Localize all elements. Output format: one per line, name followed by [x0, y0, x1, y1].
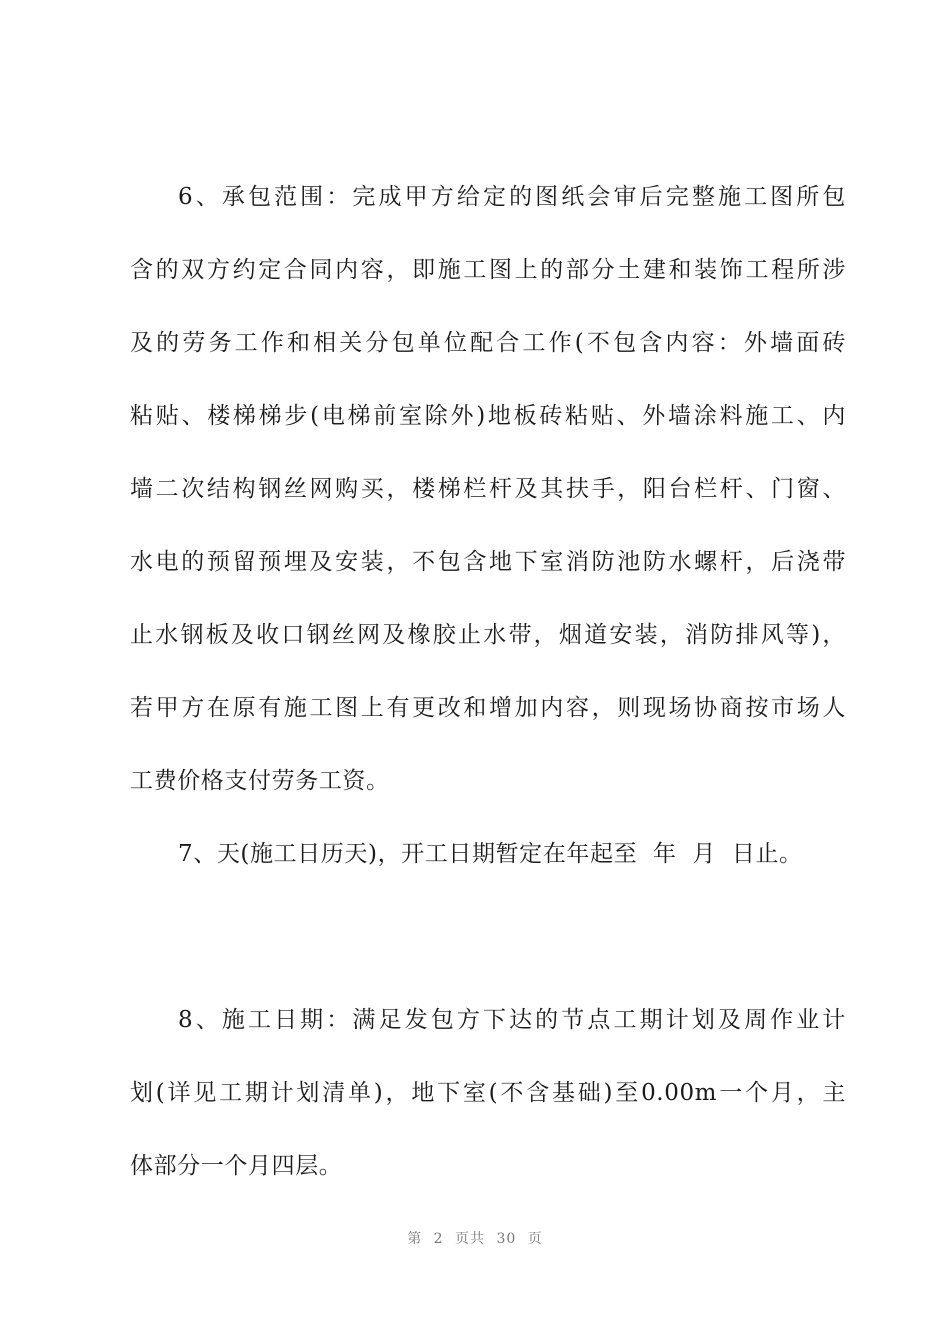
- page-number-footer: 第 2 页共 30 页: [407, 1231, 543, 1247]
- paragraph-6-line-8: 若甲方在原有施工图上有更改和增加内容，则现场协商按市场人: [130, 695, 846, 721]
- paragraph-8-line-3: 体部分一个月四层。: [130, 1153, 343, 1179]
- paragraph-6-line-6: 水电的预留预埋及安装，不包含地下室消防池防水螺杆，后浇带: [130, 549, 846, 575]
- paragraph-6-line-7: 止水钢板及收口钢丝网及橡胶止水带，烟道安装，消防排风等)，: [130, 622, 846, 648]
- paragraph-8-line-2: 划(详见工期计划清单)，地下室(不含基础)至0.00m一个月，主: [130, 1080, 846, 1106]
- paragraph-8-line-1: 8、施工日期：满足发包方下达的节点工期计划及周作业计: [178, 1007, 846, 1033]
- paragraph-6-line-5: 墙二次结构钢丝网购买，楼梯栏杆及其扶手，阳台栏杆、门窗、: [130, 476, 846, 502]
- paragraph-6-line-1: 6、承包范围：完成甲方给定的图纸会审后完整施工图所包: [178, 184, 846, 210]
- paragraph-6-line-9: 工费价格支付劳务工资。: [130, 768, 390, 794]
- paragraph-6-line-3: 及的劳务工作和相关分包单位配合工作(不包含内容：外墙面砖: [130, 330, 846, 356]
- paragraph-6-line-2: 含的双方约定合同内容，即施工图上的部分土建和装饰工程所涉: [130, 257, 846, 283]
- paragraph-6-line-4: 粘贴、楼梯梯步(电梯前室除外)地板砖粘贴、外墙涂料施工、内: [130, 403, 846, 429]
- paragraph-7-line-1: 7、天(施工日历天)，开工日期暂定在年起至 年 月 日止。: [178, 841, 803, 867]
